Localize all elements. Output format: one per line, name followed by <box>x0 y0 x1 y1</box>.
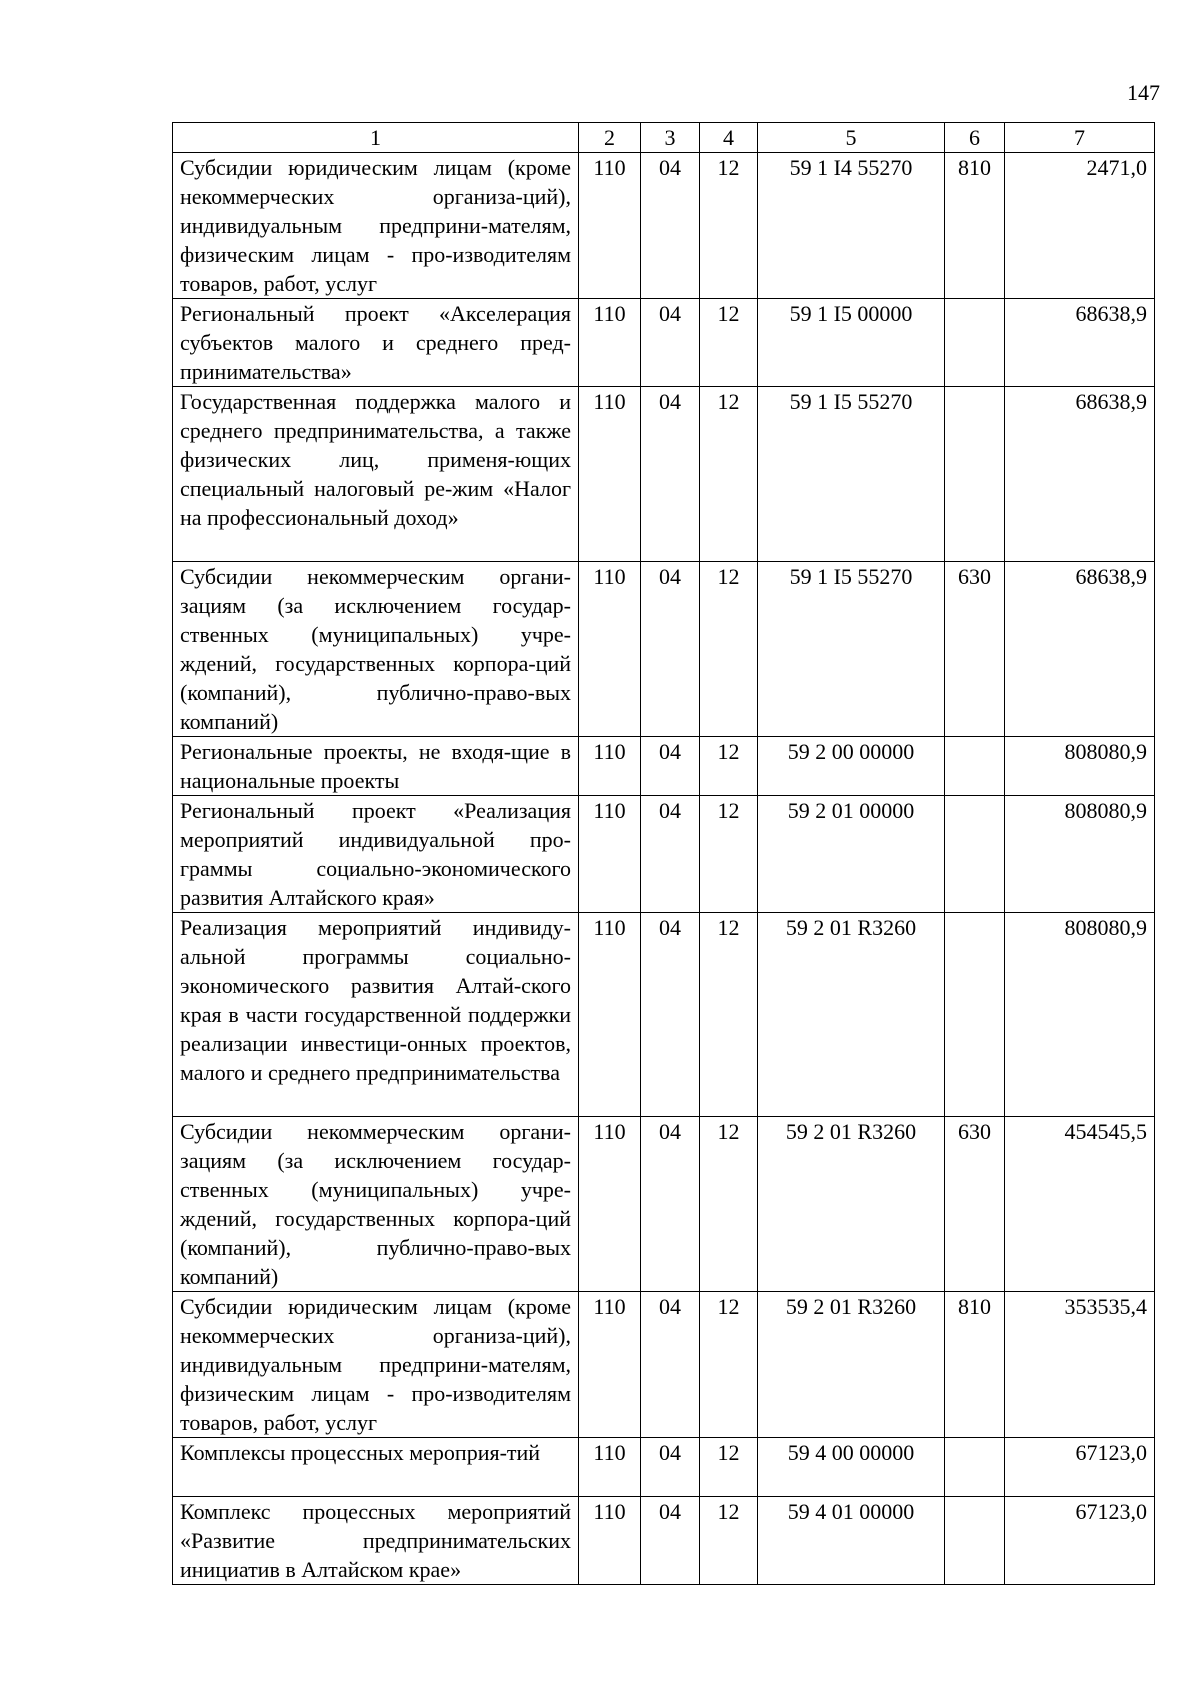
target-article-cell: 59 2 01 00000 <box>758 796 945 913</box>
table-row <box>173 796 1155 913</box>
column-header: 5 <box>758 123 945 153</box>
section-code-cell: 04 <box>641 737 700 796</box>
table-row <box>173 299 1155 387</box>
amount-cell: 68638,9 <box>1005 387 1155 562</box>
column-header: 1 <box>173 123 579 153</box>
target-article-cell: 59 1 I5 55270 <box>758 562 945 737</box>
amount-cell: 68638,9 <box>1005 562 1155 737</box>
subsection-code-cell: 12 <box>700 1497 758 1585</box>
ministry-code-cell: 110 <box>579 299 641 387</box>
subsection-code-cell: 12 <box>700 299 758 387</box>
amount-cell: 454545,5 <box>1005 1117 1155 1292</box>
target-article-cell: 59 2 01 R3260 <box>758 1292 945 1438</box>
amount-cell: 808080,9 <box>1005 737 1155 796</box>
subsection-code-cell: 12 <box>700 913 758 1117</box>
target-article-cell: 59 4 01 00000 <box>758 1497 945 1585</box>
item-name-cell: Региональный проект «Реализация мероприятий индивидуальной про-граммы социально-экономического развития Алтайского края» <box>173 796 579 913</box>
subsection-code-cell: 12 <box>700 387 758 562</box>
item-name-cell: Комплексы процессных мероприя-тий <box>173 1438 579 1497</box>
expense-type-cell <box>945 737 1005 796</box>
subsection-code-cell: 12 <box>700 796 758 913</box>
ministry-code-cell: 110 <box>579 796 641 913</box>
item-name-cell: Региональные проекты, не входя-щие в национальные проекты <box>173 737 579 796</box>
amount-cell: 68638,9 <box>1005 299 1155 387</box>
section-code-cell: 04 <box>641 153 700 299</box>
expense-type-cell: 810 <box>945 1292 1005 1438</box>
subsection-code-cell: 12 <box>700 1438 758 1497</box>
item-name-cell: Субсидии некоммерческим органи-зациям (за исключением государ-ственных (муниципальных) учре-ждений, государственных корпора-ций (компаний), публично-право-вых компаний) <box>173 1117 579 1292</box>
subsection-code-cell: 12 <box>700 737 758 796</box>
ministry-code-cell: 110 <box>579 1497 641 1585</box>
expense-type-cell <box>945 913 1005 1117</box>
item-name-cell: Субсидии юридическим лицам (кроме некоммерческих организа-ций), индивидуальным предприни-мателям, физическим лицам - про-изводителям товаров, работ, услуг <box>173 153 579 299</box>
expense-type-cell: 630 <box>945 562 1005 737</box>
section-code-cell: 04 <box>641 1438 700 1497</box>
ministry-code-cell: 110 <box>579 562 641 737</box>
item-name-cell: Субсидии юридическим лицам (кроме некоммерческих организа-ций), индивидуальным предприни-мателям, физическим лицам - про-изводителям товаров, работ, услуг <box>173 1292 579 1438</box>
column-header: 3 <box>641 123 700 153</box>
amount-cell: 2471,0 <box>1005 153 1155 299</box>
section-code-cell: 04 <box>641 1497 700 1585</box>
section-code-cell: 04 <box>641 387 700 562</box>
ministry-code-cell: 110 <box>579 1292 641 1438</box>
ministry-code-cell: 110 <box>579 387 641 562</box>
expense-type-cell: 630 <box>945 1117 1005 1292</box>
target-article-cell: 59 4 00 00000 <box>758 1438 945 1497</box>
target-article-cell: 59 1 I5 55270 <box>758 387 945 562</box>
target-article-cell: 59 2 01 R3260 <box>758 913 945 1117</box>
ministry-code-cell: 110 <box>579 1117 641 1292</box>
page-number: 147 <box>1127 80 1160 105</box>
subsection-code-cell: 12 <box>700 1292 758 1438</box>
amount-cell: 808080,9 <box>1005 796 1155 913</box>
ministry-code-cell: 110 <box>579 1438 641 1497</box>
column-header: 2 <box>579 123 641 153</box>
amount-cell: 67123,0 <box>1005 1438 1155 1497</box>
expense-type-cell <box>945 387 1005 562</box>
table-row <box>173 1292 1155 1438</box>
budget-table <box>172 122 1155 1585</box>
ministry-code-cell: 110 <box>579 153 641 299</box>
table-row <box>173 562 1155 737</box>
section-code-cell: 04 <box>641 299 700 387</box>
table-row <box>173 153 1155 299</box>
ministry-code-cell: 110 <box>579 913 641 1117</box>
section-code-cell: 04 <box>641 1117 700 1292</box>
target-article-cell: 59 2 01 R3260 <box>758 1117 945 1292</box>
section-code-cell: 04 <box>641 1292 700 1438</box>
item-name-cell: Субсидии некоммерческим органи-зациям (за исключением государ-ственных (муниципальных) учре-ждений, государственных корпора-ций (компаний), публично-право-вых компаний) <box>173 562 579 737</box>
expense-type-cell: 810 <box>945 153 1005 299</box>
item-name-cell: Региональный проект «Акселерация субъектов малого и среднего пред-принимательства» <box>173 299 579 387</box>
section-code-cell: 04 <box>641 562 700 737</box>
section-code-cell: 04 <box>641 913 700 1117</box>
target-article-cell: 59 2 00 00000 <box>758 737 945 796</box>
table-row <box>173 1117 1155 1292</box>
table-row <box>173 1438 1155 1497</box>
section-code-cell: 04 <box>641 796 700 913</box>
expense-type-cell <box>945 299 1005 387</box>
header-row <box>173 123 1155 153</box>
table-row <box>173 913 1155 1117</box>
table-row <box>173 1497 1155 1585</box>
amount-cell: 353535,4 <box>1005 1292 1155 1438</box>
amount-cell: 67123,0 <box>1005 1497 1155 1585</box>
table-row <box>173 737 1155 796</box>
item-name-cell: Комплекс процессных мероприятий «Развитие предпринимательских инициатив в Алтайском крае» <box>173 1497 579 1585</box>
target-article-cell: 59 1 I5 00000 <box>758 299 945 387</box>
item-name-cell: Реализация мероприятий индивиду-альной программы социально-экономического развития Алтай-ского края в части государственной поддержки реализации инвестици-онных проектов, малого и среднего предпринимательства <box>173 913 579 1117</box>
table-row <box>173 387 1155 562</box>
subsection-code-cell: 12 <box>700 562 758 737</box>
ministry-code-cell: 110 <box>579 737 641 796</box>
column-header: 6 <box>945 123 1005 153</box>
amount-cell: 808080,9 <box>1005 913 1155 1117</box>
subsection-code-cell: 12 <box>700 153 758 299</box>
target-article-cell: 59 1 I4 55270 <box>758 153 945 299</box>
expense-type-cell <box>945 1497 1005 1585</box>
column-header: 7 <box>1005 123 1155 153</box>
item-name-cell: Государственная поддержка малого и среднего предпринимательства, а также физических лиц, применя-ющих специальный налоговый ре-жим «Налог на профессиональный доход» <box>173 387 579 562</box>
column-header: 4 <box>700 123 758 153</box>
subsection-code-cell: 12 <box>700 1117 758 1292</box>
expense-type-cell <box>945 796 1005 913</box>
expense-type-cell <box>945 1438 1005 1497</box>
